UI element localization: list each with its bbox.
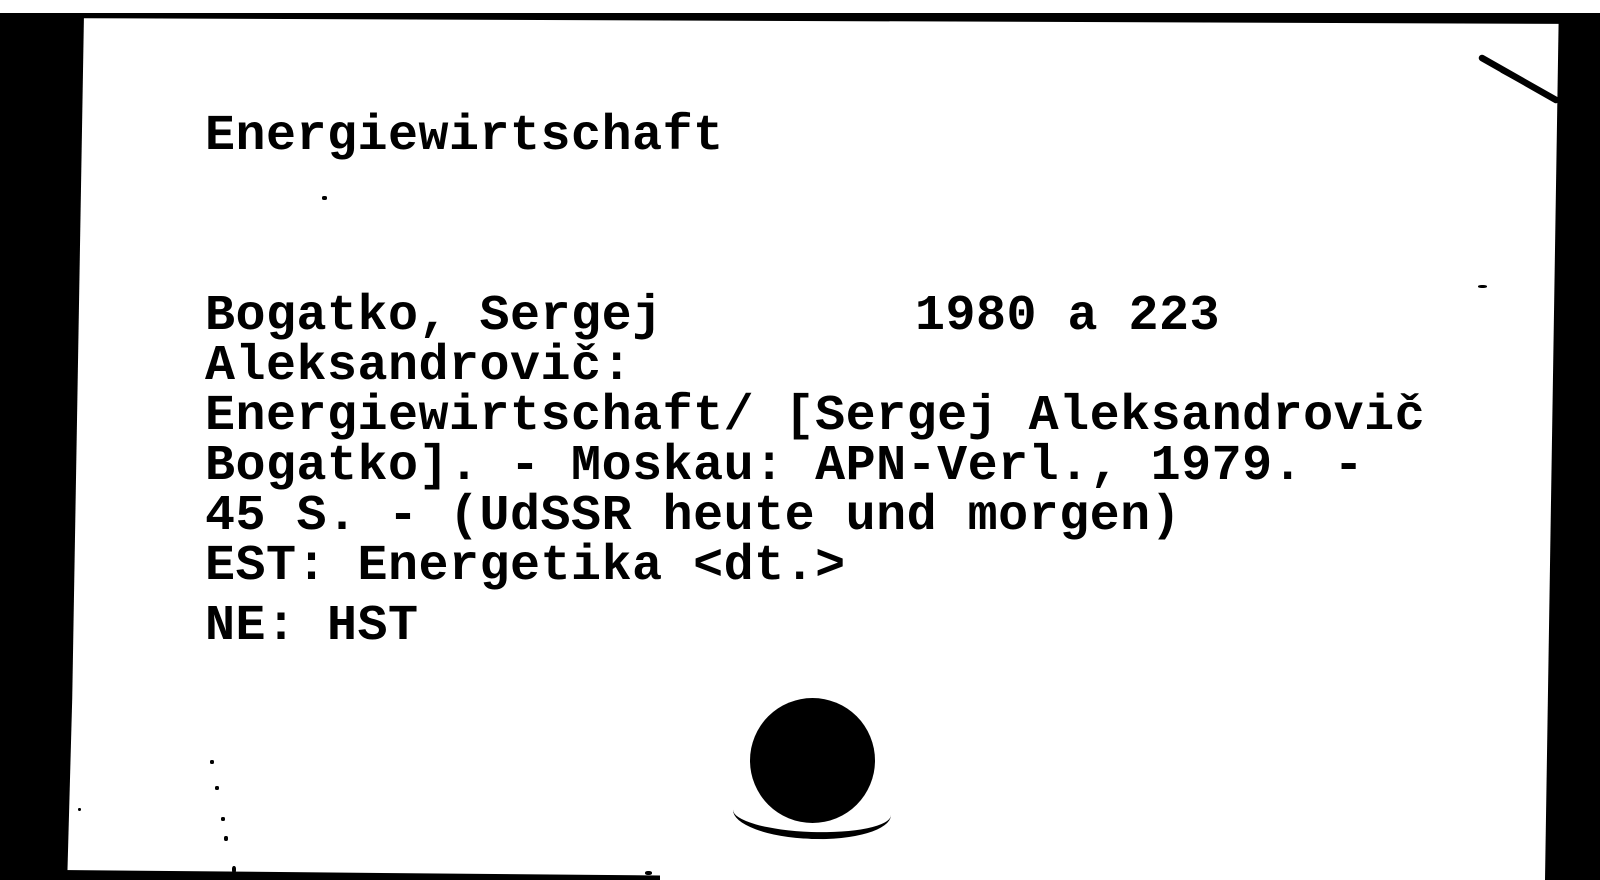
scan-speck — [232, 866, 236, 873]
scan-speck — [210, 760, 214, 764]
author-name-continued: Aleksandrovič: — [205, 338, 633, 395]
bibliographic-line: Bogatko]. - Moskau: APN-Verl., 1979. - — [205, 438, 1365, 495]
punch-hole-shadow — [732, 783, 892, 841]
scan-speck — [224, 836, 228, 841]
note-line: NE: HST — [205, 598, 419, 655]
scan-speck — [322, 196, 327, 200]
scan-speck — [215, 786, 219, 790]
author-name-line: Bogatko, Sergej — [205, 288, 663, 345]
scan-border-right — [1545, 13, 1600, 880]
scan-speck — [78, 808, 81, 811]
subject-heading: Energiewirtschaft — [205, 108, 724, 165]
scan-border-bottom — [60, 870, 660, 880]
pen-stroke-mark — [1470, 45, 1570, 115]
uniform-title-line: EST: Energetika <dt.> — [205, 538, 846, 595]
scan-speck — [645, 871, 652, 875]
scan-speck — [1478, 285, 1487, 288]
shelfmark: 1980 a 223 — [915, 288, 1221, 345]
scan-border-top — [0, 13, 1600, 24]
scan-speck — [221, 817, 225, 821]
bibliographic-line: 45 S. - (UdSSR heute und morgen) — [205, 488, 1182, 545]
bibliographic-line: Energiewirtschaft/ [Sergej Aleksandrovič — [205, 388, 1426, 445]
scan-border-left — [0, 13, 84, 880]
